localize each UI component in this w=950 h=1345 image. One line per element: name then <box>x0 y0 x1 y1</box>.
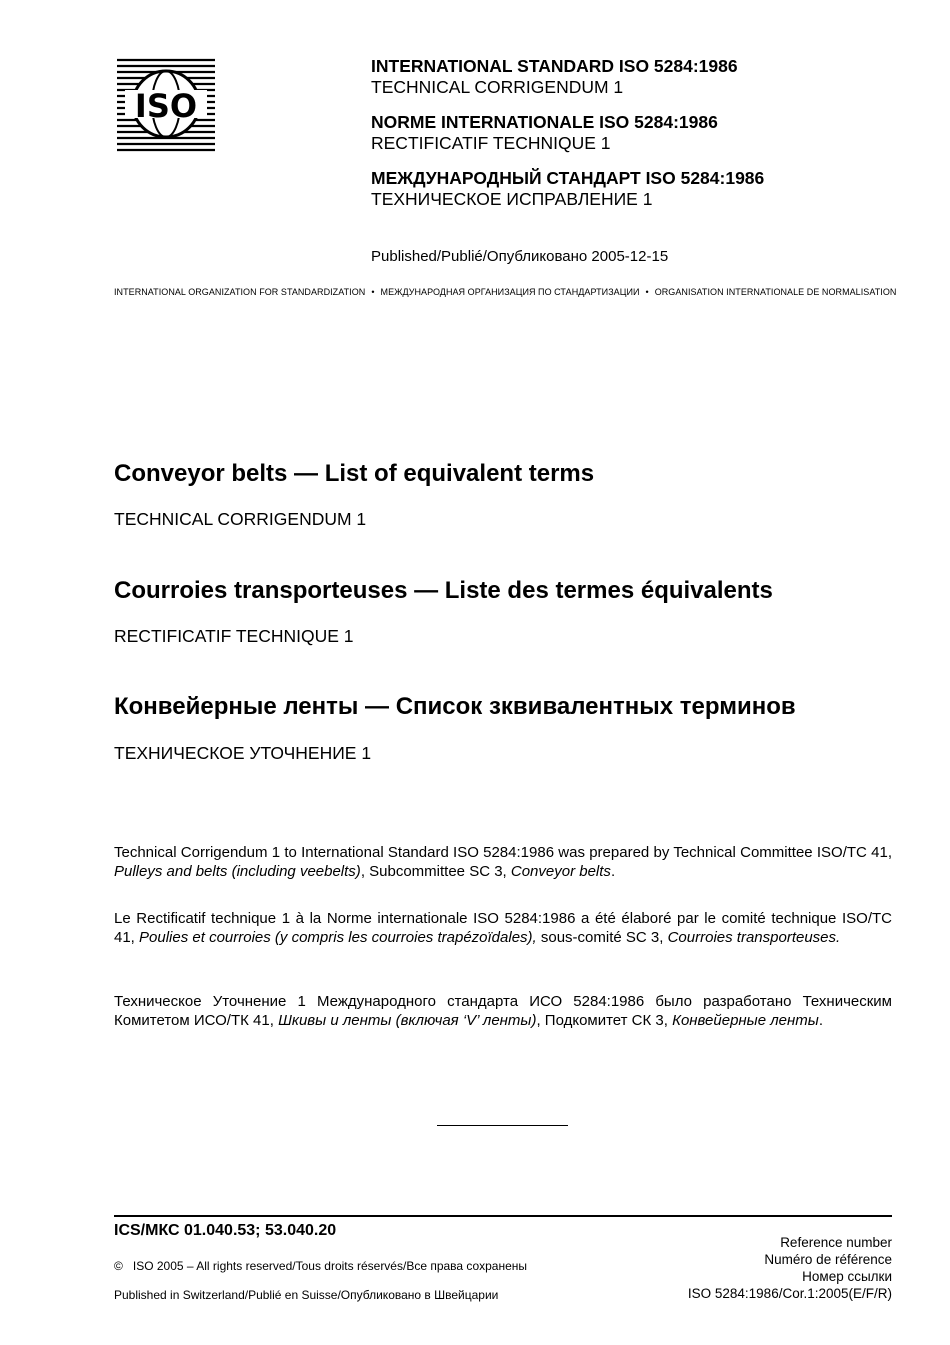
header-group-fr <box>371 112 931 154</box>
paragraph-text: , Подкомитет СК 3, <box>536 1011 673 1029</box>
svg-text:ISO: ISO <box>134 87 198 125</box>
paragraph-italic: Conveyor belts <box>510 862 611 880</box>
paragraph-fr <box>114 910 892 947</box>
paragraph-text: Technical Corrigendum 1 to International Standard ISO 5284:1986 was prepared by Technical Committee ISO/TC 41, <box>114 844 892 861</box>
copyright-icon: © <box>114 1259 123 1273</box>
title-ru: Конвейерные ленты — Список зквивалентных терминов <box>114 693 796 720</box>
reference-label-ru: Номер ссылки <box>802 1269 892 1284</box>
paragraph-text: sous-comité SC 3, <box>536 928 668 946</box>
subtitle-en: TECHNICAL CORRIGENDUM 1 <box>114 509 367 529</box>
footer-divider <box>114 1215 892 1217</box>
header-group-en <box>371 56 931 98</box>
org-name-fr: ORGANISATION INTERNATIONALE DE NORMALISATION <box>654 287 897 297</box>
ics-codes: ICS/МКС 01.040.53; 53.040.20 <box>114 1222 337 1239</box>
org-separator: • <box>371 287 375 297</box>
title-fr: Courroies transporteuses — Liste des termes équivalents <box>114 577 773 604</box>
org-name-ru: МЕЖДУНАРОДНАЯ ОРГАНИЗАЦИЯ ПО СТАНДАРТИЗАЦИИ <box>380 287 640 297</box>
header-corrigendum-fr: RECTIFICATIF TECHNIQUE 1 <box>371 133 611 153</box>
header-corrigendum-en: TECHNICAL CORRIGENDUM 1 <box>371 77 624 97</box>
paragraph-italic: Конвейерные ленты <box>672 1011 819 1029</box>
paragraph-text: Le Rectificatif technique 1 à la Norme internationale ISO 5284:1986 a été élaboré par le comité technique ISO/TC 41, <box>114 910 892 946</box>
end-divider <box>437 1125 568 1126</box>
paragraph-text: Техническое Уточнение 1 Международного стандарта ИСО 5284:1986 было разработано Техническим Комитетом ИСО/ТК 41, <box>114 993 892 1029</box>
reference-label-fr: Numéro de référence <box>764 1252 892 1267</box>
organization-line <box>114 287 897 297</box>
copyright-notice <box>114 1259 527 1273</box>
published-in: Published in Switzerland/Publié en Suisse/Опубликовано в Швейцарии <box>114 1288 499 1302</box>
reference-number-block <box>688 1234 892 1302</box>
org-separator: • <box>645 287 649 297</box>
header-titles <box>371 56 931 224</box>
paragraph-text: . <box>610 862 616 880</box>
subtitle-ru: ТЕХНИЧЕСКОЕ УТОЧНЕНИЕ 1 <box>114 743 372 763</box>
iso-logo <box>117 57 215 152</box>
reference-label-en: Reference number <box>780 1235 892 1250</box>
header-group-ru <box>371 168 931 210</box>
published-date: Published/Publié/Опубликовано 2005-12-15 <box>371 248 669 265</box>
header-corrigendum-ru: ТЕХНИЧЕСКОЕ ИСПРАВЛЕНИЕ 1 <box>371 189 653 209</box>
header-standard-en: INTERNATIONAL STANDARD ISO 5284:1986 <box>371 56 738 76</box>
header-standard-ru: МЕЖДУНАРОДНЫЙ СТАНДАРТ ISO 5284:1986 <box>371 168 765 188</box>
copyright-text: ISO 2005 – All rights reserved/Tous droits réservés/Все права сохранены <box>132 1259 527 1273</box>
header-standard-fr: NORME INTERNATIONALE ISO 5284:1986 <box>371 112 718 132</box>
title-en: Conveyor belts — List of equivalent terms <box>114 460 595 487</box>
paragraph-text: . <box>818 1011 823 1029</box>
paragraph-italic: Pulleys and belts (including veebelts) <box>114 862 361 880</box>
paragraph-text: , Subcommittee SC 3, <box>360 862 511 880</box>
reference-number: ISO 5284:1986/Cor.1:2005(E/F/R) <box>687 1286 892 1301</box>
paragraph-italic: Шкивы и ленты (включая ‘V’ ленты) <box>278 1011 537 1029</box>
paragraph-en <box>114 844 892 881</box>
paragraph-ru <box>114 993 892 1030</box>
subtitle-fr: RECTIFICATIF TECHNIQUE 1 <box>114 626 354 646</box>
org-name-en: INTERNATIONAL ORGANIZATION FOR STANDARDIZATION <box>114 287 366 297</box>
paragraph-italic: Poulies et courroies (y compris les courroies trapézoïdales), <box>139 928 537 946</box>
paragraph-italic: Courroies transporteuses. <box>667 928 841 946</box>
